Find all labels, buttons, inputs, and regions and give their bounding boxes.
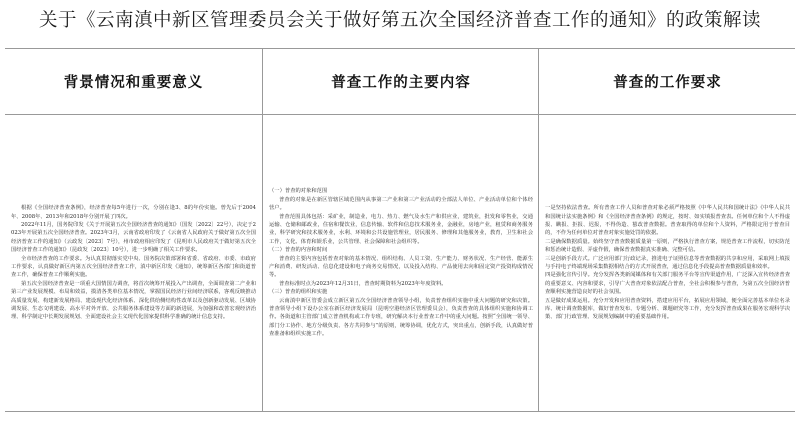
- paragraph: 二是确保数据质量。始终坚守普查数据质量第一原则，严格执行普查方案，规范普查工作流程，切实防范和惩治统计造假、弄虚作假，确保普查数据真实准确、完整可信。: [545, 238, 790, 254]
- paragraph: 一是坚持依法普查。所有普查工作人员和普查对象必须严格按照《中华人民共和国统计法》《中华人民共和国统计法实施条例》和《全国经济普查条例》的规定，按时、如实填报普查表。任何单位和个人不得虚报、瞒报、拒报、迟报，不得伪造、篡改普查数据。普查取得的单位和个人资料，严格限定用于普查目的，不作为任何单位对普查对象实施处罚的依据。: [545, 205, 790, 237]
- paragraph: 三是创新手段方式。广泛应用部门行政记录，推进电子证照信息等普查数据的共享和应用，采取网上填报与手持电子终端现场采集数据相结合的方式开展普查，通过信息化手段提高普查数据质量和效率。: [545, 255, 790, 270]
- paragraph: 第五次全国经济普查是一项重大国情国力调查，将首次统筹开展投入产出调查，全面调查第二产业和第三产业发展规模、布局和效益，摸清各类单位基本情况，掌握国民经济行业间经济联系，客观反映推动高质量发展、构建新发展格局、建设现代化经济体系、深化供给侧结构性改革以及创新驱动发展、区域协调发展、生态文明建设、高水平对外开放、公共服务体系建设等方面的新进展，为加强和改善宏观经济治理、科学制定中长期发展规划、全面建设社会主义现代化国家提供科学准确的统计信息支持。: [11, 280, 256, 321]
- page-title: 关于《云南滇中新区管理委员会关于做好第五次全国经济普查工作的通知》的政策解读: [38, 10, 761, 31]
- column-background: [5, 49, 262, 411]
- section-heading: （三）普查的组织和实施: [269, 289, 328, 296]
- column-main-content: [262, 49, 539, 411]
- paragraph: 五是做好成果运用。充分开发和应用普查资料，搭建应用平台，拓展应用领域，便全面完善基本单位名录库、统计调查数据库，做好普查发布、专题分析、课题研究等工作，充分发挥普查成果在服务宏观科学决策、部门行政管理、发展规划编制中的重要基础作用。: [545, 297, 790, 321]
- paragraph: 根据《全国经济普查条例》，经济普查每5年进行一次，分别在逢3、8的年份实施。曾先后于2004年、2008年、2013年和2018年分别开展了四次。: [11, 205, 256, 220]
- section-heading: （一）普查的对象和范围: [269, 188, 328, 195]
- paragraph: 普查的主要内容包括普查对象的基本情况、组织结构、人员工资、生产能力、财务状况、生产经营、能源生产和消费、研发活动、信息化建设和电子商务交易情况，以及投入结构、产品使用去向和固定资产投资构成情况等。: [269, 255, 533, 279]
- column-header-main-content: 普查工作的主要内容: [263, 49, 539, 115]
- column-header-requirements: 普查的工作要求: [539, 49, 796, 115]
- column-body-background: [5, 115, 262, 411]
- paragraph: 四是强化宣传引导。充分发挥各类新闻媒体和有关部门服务平台等宣传渠道作用，广泛深入宣传经济普查的重要意义、内容和要求，引导广大普查对象依法配合普查，全社会积极参与普查，为第五次全国经济普查顺利实施营造良好的社会氛围。: [545, 272, 790, 296]
- paragraph: 云南滇中新区管委会成立新区第五次全国经济普查领导小组，负责普查组织实施中重大问题的研究和决策。普查领导小组下设办公室在新区经济发展局（昆明空港经济区管理委员会），负责普查的具体组织实施和协调工作。各街道和主管部门成立普查机构或工作专班，研究解决本行业普查工作中的重大问题。按照“全国统一领导、部门分工协作、地方分级负责、各方共同参与”的原则，统筹协调，优化方式，突出重点，创新手段，认真做好普查准备和组织实施工作。: [269, 297, 533, 338]
- column-requirements: [538, 49, 796, 411]
- paragraph: 普查范围具体包括：采矿业，制造业，电力、热力、燃气及水生产和供应业，建筑业，批发和零售业，交通运输、仓储和邮政业，住宿和餐饮业，信息传输、软件和信息技术服务业，金融业，房地产业，租赁和商务服务业，科学研究和技术服务业，水利、环境和公共设施管理业，居民服务、修理和其他服务业，教育，卫生和社会工作，文化、体育和娱乐业，公共管理、社会保障和社会组织等。: [269, 213, 533, 245]
- paragraph: 2022年11月，国务院印发《关于开展第五次全国经济普查的通知》（国发〔2022〕22号），决定于2023年开展第五次全国经济普查。2023年3月，云南省政府印发了《云南省人民政府关于做好第五次全国经济普查工作的通知》（云政发〔2023〕7号），州市政府相应印发了《昆明市人民政府关于做好第五次全国经济普查工作的通知》（昆政发〔2023〕10号），进一步明确了相关工作要求。: [11, 221, 256, 254]
- column-body-main-content: [263, 115, 539, 411]
- paragraph: 普查的对象是在新区管辖区域范围内从事第二产业和第三产业活动的全部法人单位、产业活动单位和个体经营户。: [269, 196, 533, 212]
- paragraph: 普查标准时点为2023年12月31日，普查时期资料为2023年年度资料。: [279, 280, 447, 287]
- policy-table: [5, 48, 795, 412]
- column-header-background: 背景情况和重要意义: [5, 49, 262, 115]
- column-body-requirements: [539, 115, 796, 411]
- section-heading: （二）普查的内容和时间: [269, 247, 328, 254]
- paragraph: 全市经济普查的工作要求。为认真贯彻落实党中央、国务院决策部署和省委、省政府、市委、市政府工作要求，认真做好新区内第五次全国经济普查工作，滇中新区印发《通知》，统筹新区各部门和街道普查工作，确保普查工作顺利实施。: [11, 255, 256, 279]
